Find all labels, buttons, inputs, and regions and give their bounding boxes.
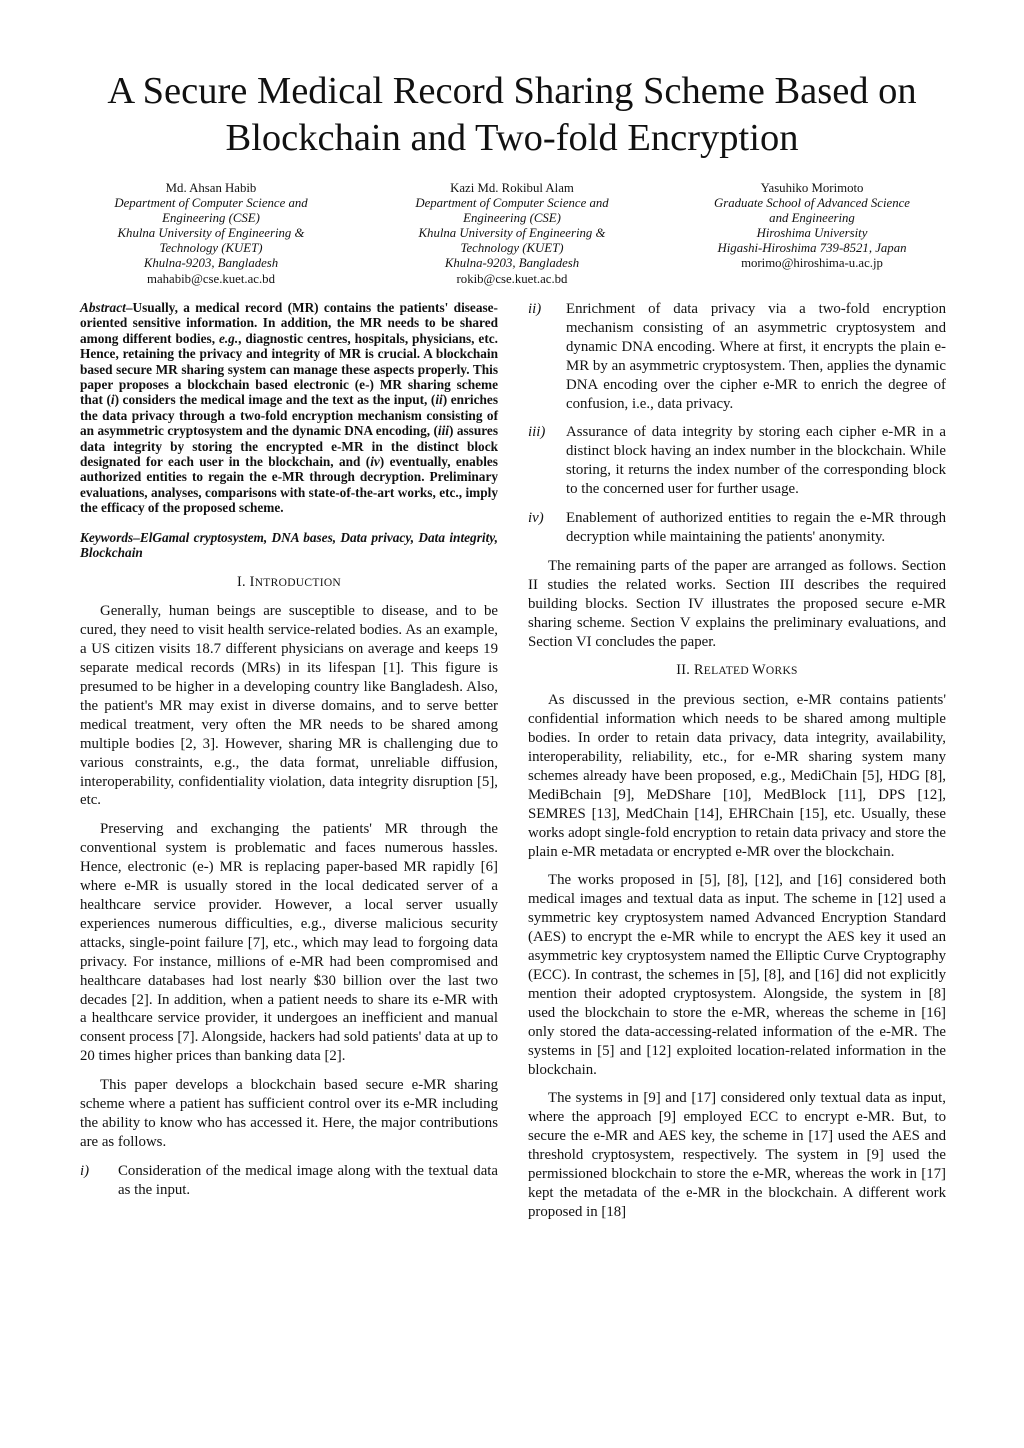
author-email: mahabib@cse.kuet.ac.bd (147, 271, 275, 286)
title-line-1: A Secure Medical Record Sharing Scheme Based on (107, 70, 917, 112)
author-name: Md. Ahsan Habib (165, 181, 257, 195)
author-block-2 (387, 181, 637, 287)
author-email: morimo@hiroshima-u.ac.jp (741, 256, 883, 271)
abstract-label: Abstract (80, 300, 126, 315)
author-dept: Department of Computer Science and (415, 196, 609, 211)
contribution-item: iv) Enablement of authorized entities to regain the e-MR through decryption while maintaining the patients' anonymity. (528, 510, 946, 545)
keywords: Keywords–ElGamal cryptosystem, DNA bases, Data privacy, Data integrity, Blockchain (80, 529, 498, 561)
related-paragraph-3: The systems in [9] and [17] considered only textual data as input, where the approach [9] employed ECC to encrypt e-MR. But, to secure the e-MR and AES key, the scheme in [17] used the AES and threshold cryptosystem, respectively. The system in [9] used the permissioned blockchain to store the e-MR, whereas the work in [17] kept the metadata of the e-MR in the blockchain. A different work proposed in [18] (528, 1090, 946, 1220)
left-column (80, 300, 498, 1210)
author-university: Khulna University of Engineering & (418, 226, 606, 241)
author-dept: Engineering (CSE) (463, 211, 561, 226)
abstract: Abstract–Usually, a medical record (MR) contains the patients' disease-oriented sensitive information. In addition, the MR needs to be shared among different bodies, e.g., diagnostic centres, hospitals, physicians, etc. Hence, retaining the privacy and integrity of MR is crucial. A blockchain based secure MR sharing system can manage these aspects properly. This paper proposes a blockchain based electronic (e-) MR sharing scheme that (i) considers the medical image and the text as the input, (ii) enriches the data privacy through a two-fold encryption mechanism consisting of an asymmetric cryptosystem and the dynamic DNA encoding, (iii) assures data integrity by storing the encrypted e-MR in the distinct block designated for each user in the blockchain, and (iv) eventually, enables authorized entities to regain the e-MR through decryption. Preliminary evaluations, analyses, comparisons with state-of-the-art works, etc., imply the efficacy of the proposed scheme. (80, 300, 498, 516)
related-paragraph-1: As discussed in the previous section, e-MR contains patients' confidential information which needs to be shared among multiple bodies. In order to retain data privacy, data integrity, availability, interoperability, reliability, etc., for e-MR sharing system many schemes already have been proposed, e.g., MediChain [5], HDG [8], MediBchain [9], MeDShare [10], MedBlock [11], DPS [12], SEMRES [13], MedChain [14], EHRChain [15], etc. Usually, these works adopt single-fold encryption to retain data privacy and store the plain e-MR metadata or encrypted e-MR over the blockchain. (528, 692, 946, 860)
contribution-item: i) Consideration of the medical image along with the textual data as the input. (80, 1162, 498, 1198)
author-university: Khulna University of Engineering & (117, 226, 305, 241)
author-university: Technology (KUET) (460, 241, 564, 256)
author-location: Khulna-9203, Bangladesh (143, 256, 279, 271)
title-line-2: Blockchain and Two-fold Encryption (225, 117, 799, 159)
outline-paragraph: The remaining parts of the paper are arranged as follows. Section II studies the related works. Section III describes the required building blocks. Section IV illustrates the proposed secure e-MR sharing scheme. Section V explains the preliminary evaluations, and Section VI concludes the paper. (528, 557, 946, 650)
intro-paragraph-2: Preserving and exchanging the patients' MR through the conventional system is problematic and faces numerous hassles. Hence, electronic (e-) MR is replacing paper-based MR rapidly [6] where e-MR is usually stored in the local dedicated server of a healthcare service provider. However, a local server usually experiences numerous difficulties, e.g., diverse malicious security attacks, single-point failure [7], etc., which may lead to forgoing data privacy. For instance, millions of e-MR had been compromised and healthcare databases had lost nearly $30 billion over the last two decades [2]. In addition, when a patient needs to share its e-MR with a healthcare service provider, it undergoes an inefficient and manual consent process [7]. Alongside, hackers had sold patients' data at up to 20 times higher prices than banking data [2]. (80, 821, 498, 1065)
author-dept: and Engineering (769, 211, 855, 226)
author-name: Kazi Md. Rokibul Alam (450, 181, 574, 195)
paper-title (40, 68, 984, 162)
author-location: Khulna-9203, Bangladesh (444, 256, 580, 271)
contribution-item: iii) Assurance of data integrity by storing each cipher e-MR in a distinct block having an index number in the blockchain. While storing, it returns the index number of the corresponding block to the concerned user for further usage. (528, 424, 946, 498)
intro-paragraph-3: This paper develops a blockchain based secure e-MR sharing scheme where a patient has sufficient control over its e-MR including the ability to know who has accessed it. Here, the major contributions are as follows. (80, 1077, 498, 1150)
related-paragraph-2: The works proposed in [5], [8], [12], and [16] considered both medical images and textual data as input. The scheme in [12] used a symmetric key cryptosystem named Advanced Encryption Standard (AES) to encrypt the e-MR while to encrypt the AES key it used an asymmetric key cryptosystem named the Elliptic Curve Cryptography (ECC). In contrast, the schemes in [5], [8], and [16] did not explicitly mention their adopted cryptosystem. Alongside, the system in [8] used the blockchain to store the e-MR, whereas the scheme in [16] only stored the data-accessing-related information of the e-MR. The systems in [5] and [12] exploited location-related information in the blockchain. (528, 872, 946, 1078)
author-location: Higashi-Hiroshima 739-8521, Japan (717, 241, 907, 256)
author-university: Technology (KUET) (159, 241, 263, 256)
intro-paragraph-1: Generally, human beings are susceptible to disease, and to be cured, they need to visit health service-related bodies. As an example, a US citizen visits 18.7 different physicians on average and keeps 19 separate medical records (MRs) in its lifespan [1]. This figure is presumed to be higher in a developing country like Bangladesh. Also, the patient's MR may exist in diverse domains, and to serve better medical treatment, very often the MR needs to be shared among multiple bodies [2, 3]. However, sharing MR is challenging due to various constraints, e.g., the data format, unreliable diffusion, interoperability, confidentiality violation, data integrity disruption [5], etc. (80, 603, 498, 809)
author-block-1 (86, 181, 336, 287)
right-column (528, 300, 946, 1232)
section-heading-introduction: I. INTRODUCTION (236, 573, 342, 590)
author-dept: Department of Computer Science and (114, 196, 308, 211)
author-university: Hiroshima University (756, 226, 868, 241)
author-email: rokib@cse.kuet.ac.bd (456, 271, 568, 286)
contribution-item: ii) Enrichment of data privacy via a two-fold encryption mechanism consisting of an asymmetric cryptosystem and dynamic DNA encoding. Where at first, it encrypts the plain e-MR by an asymmetric cryptosystem. Then, applies the dynamic DNA encoding over the cipher e-MR to enrich the degree of confusion, i.e., data privacy. (528, 301, 946, 412)
author-block-3 (687, 181, 937, 272)
author-dept: Engineering (CSE) (162, 211, 260, 226)
author-dept: Graduate School of Advanced Science (714, 196, 910, 211)
section-heading-related-works: II. RELATED WORKS (676, 662, 798, 679)
author-name: Yasuhiko Morimoto (760, 181, 864, 195)
